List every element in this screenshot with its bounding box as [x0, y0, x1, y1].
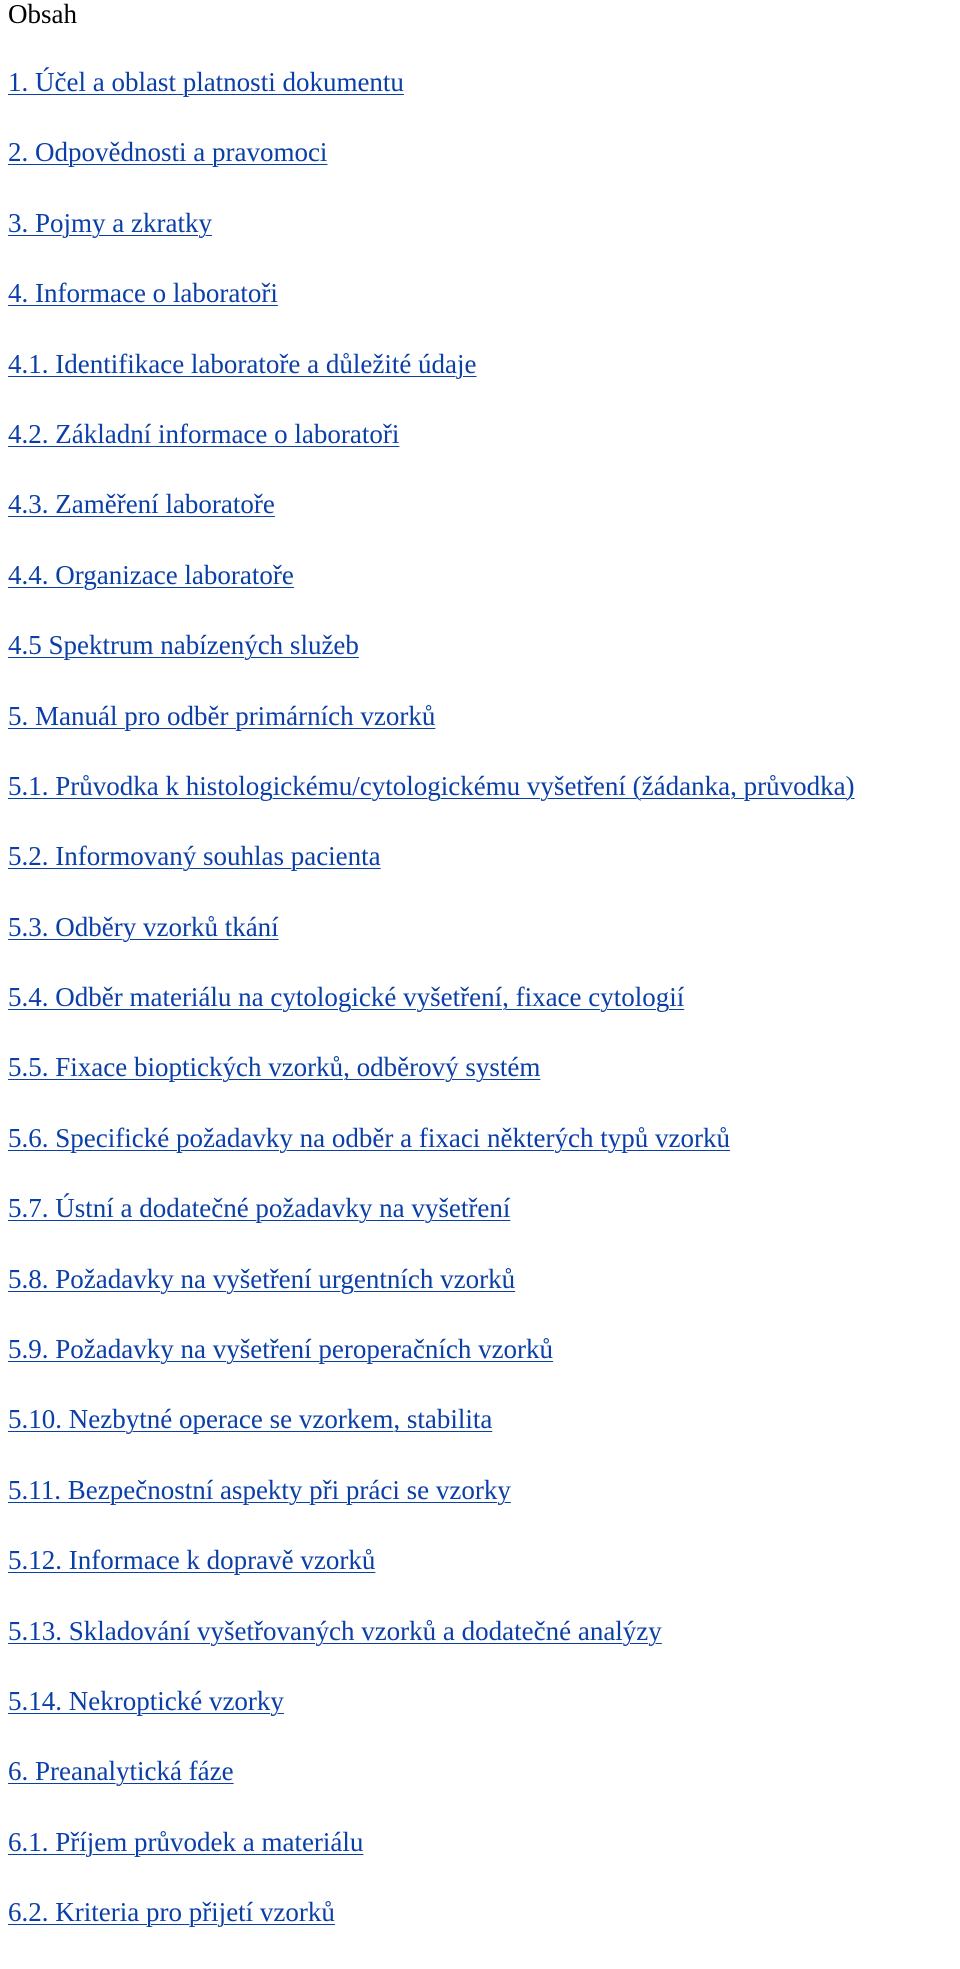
- toc-link[interactable]: 5.13. Skladování vyšetřovaných vzorků a dodatečné analýzy: [8, 1615, 662, 1646]
- toc-item: [8, 209, 855, 279]
- toc-link[interactable]: 4. Informace o laboratoři: [8, 278, 278, 309]
- toc-link[interactable]: 5.2. Informovaný souhlas pacienta: [8, 841, 381, 872]
- toc-list: [8, 68, 855, 1969]
- toc-item: [8, 772, 855, 842]
- toc-item: [8, 1335, 855, 1405]
- toc-link[interactable]: 5.8. Požadavky na vyšetření urgentních vzorků: [8, 1263, 516, 1294]
- toc-item: [8, 702, 855, 772]
- toc-link[interactable]: 6.2. Kriteria pro přijetí vzorků: [8, 1897, 335, 1928]
- toc-link[interactable]: 5.7. Ústní a dodatečné požadavky na vyšetření: [8, 1193, 511, 1224]
- toc-item: [8, 1053, 855, 1123]
- toc-item: [8, 279, 855, 349]
- toc-title: Obsah: [8, 0, 77, 29]
- toc-item: [8, 1405, 855, 1475]
- toc-link[interactable]: 2. Odpovědnosti a pravomoci: [8, 137, 328, 168]
- toc-link[interactable]: 4.3. Zaměření laboratoře: [8, 489, 275, 520]
- toc-link[interactable]: 6.1. Příjem průvodek a materiálu: [8, 1826, 364, 1857]
- toc-item: [8, 913, 855, 983]
- toc-item: [8, 1194, 855, 1264]
- toc-link[interactable]: 5.11. Bezpečnostní aspekty při práci se vzorky: [8, 1474, 511, 1505]
- toc-item: [8, 350, 855, 420]
- toc-item: [8, 1546, 855, 1616]
- toc-item: [8, 631, 855, 701]
- toc-item: [8, 1757, 855, 1827]
- toc-link[interactable]: 5.3. Odběry vzorků tkání: [8, 911, 279, 942]
- toc-link[interactable]: 4.2. Základní informace o laboratoři: [8, 418, 400, 449]
- toc-item: [8, 138, 855, 208]
- toc-link[interactable]: 4.1. Identifikace laboratoře a důležité údaje: [8, 348, 477, 379]
- toc-link[interactable]: 4.5 Spektrum nabízených služeb: [8, 630, 359, 661]
- toc-item: [8, 561, 855, 631]
- toc-item: [8, 1476, 855, 1546]
- toc-link[interactable]: 5.14. Nekroptické vzorky: [8, 1685, 284, 1716]
- toc-item: [8, 983, 855, 1053]
- toc-item: [8, 68, 855, 138]
- toc-item: [8, 1265, 855, 1335]
- toc-link[interactable]: 5.12. Informace k dopravě vzorků: [8, 1545, 376, 1576]
- toc-link[interactable]: 5.10. Nezbytné operace se vzorkem, stabilita: [8, 1404, 493, 1435]
- toc-item: [8, 420, 855, 490]
- toc-item: [8, 1898, 855, 1968]
- toc-link[interactable]: 5.6. Specifické požadavky na odběr a fixaci některých typů vzorků: [8, 1122, 730, 1153]
- toc-item: [8, 1828, 855, 1898]
- toc-link[interactable]: 5. Manuál pro odběr primárních vzorků: [8, 700, 436, 731]
- toc-item: [8, 490, 855, 560]
- toc-item: [8, 1617, 855, 1687]
- toc-link[interactable]: 4.4. Organizace laboratoře: [8, 559, 294, 590]
- toc-link[interactable]: 3. Pojmy a zkratky: [8, 207, 212, 238]
- toc-link[interactable]: 5.4. Odběr materiálu na cytologické vyšetření, fixace cytologií: [8, 982, 685, 1013]
- toc-item: [8, 1687, 855, 1757]
- toc-link[interactable]: 5.9. Požadavky na vyšetření peroperačních vzorků: [8, 1334, 554, 1365]
- toc-link[interactable]: 5.1. Průvodka k histologickému/cytologickému vyšetření (žádanka, průvodka): [8, 770, 855, 801]
- toc-item: [8, 842, 855, 912]
- toc-item: [8, 1124, 855, 1194]
- toc-link[interactable]: 6. Preanalytická fáze: [8, 1756, 234, 1787]
- toc-link[interactable]: 1. Účel a oblast platnosti dokumentu: [8, 67, 404, 97]
- toc-link[interactable]: 5.5. Fixace bioptických vzorků, odběrový systém: [8, 1052, 541, 1083]
